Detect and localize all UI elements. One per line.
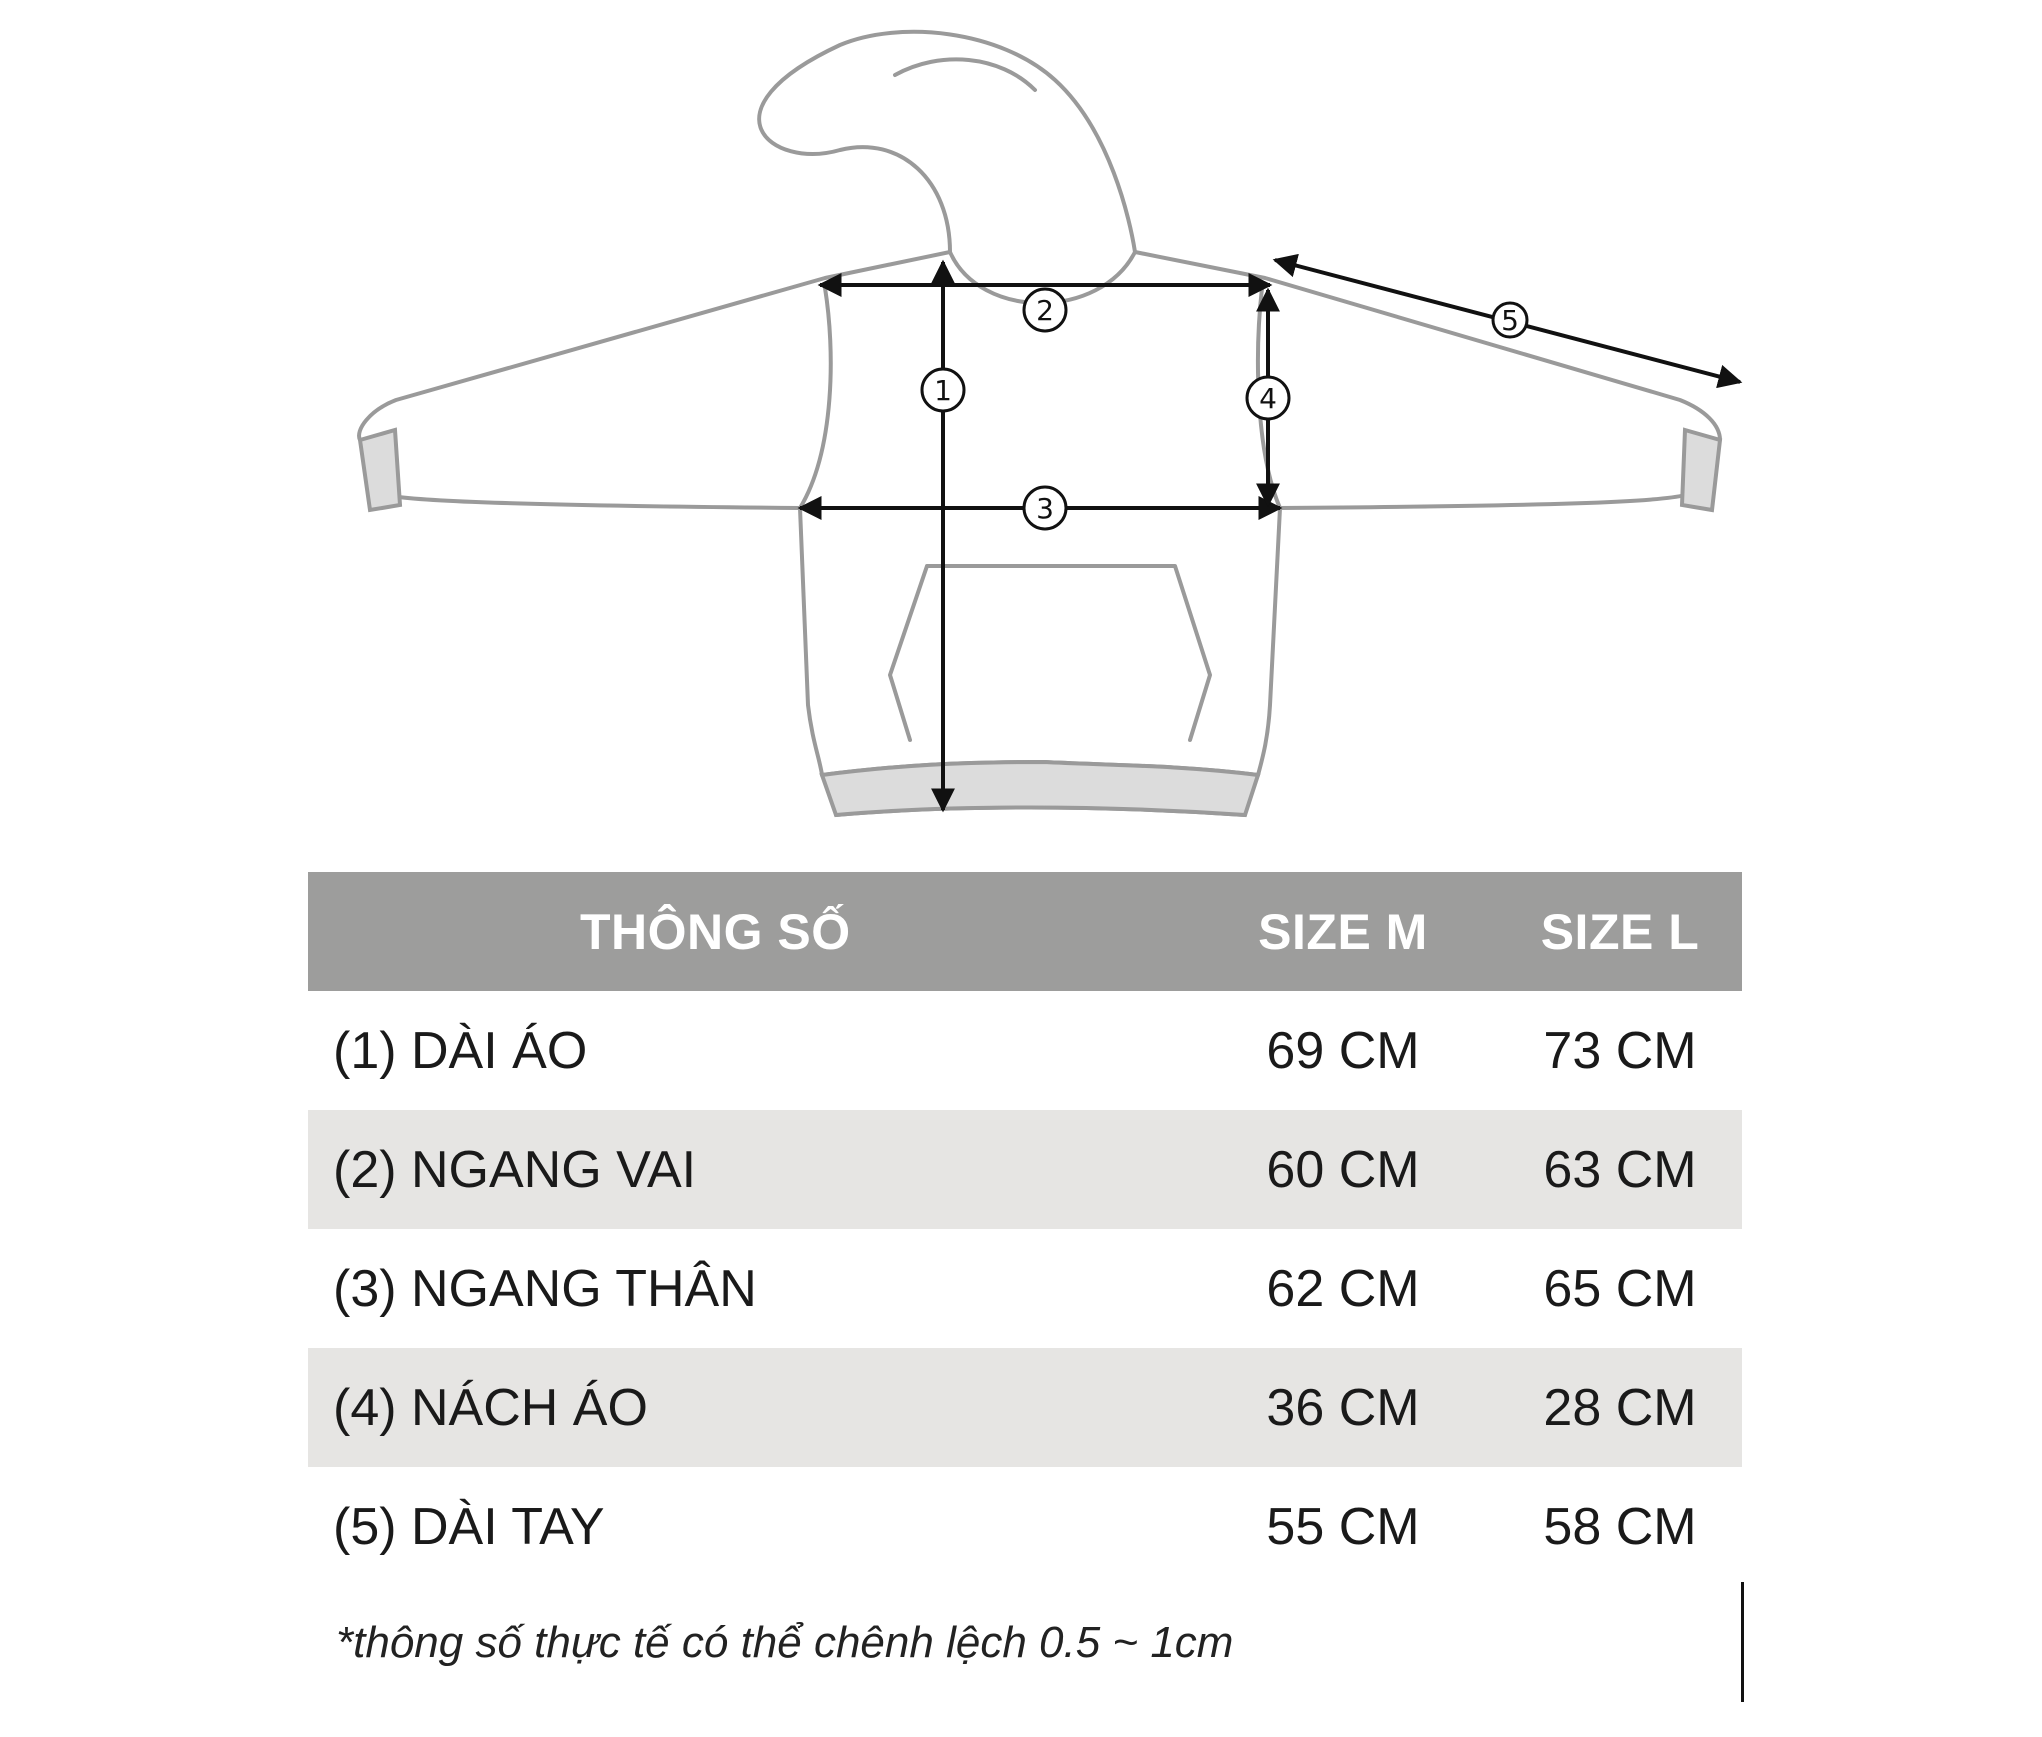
marker-1 bbox=[922, 369, 964, 411]
marker-5 bbox=[1493, 303, 1527, 337]
right-cuff bbox=[1682, 430, 1720, 510]
row-size-l: 63 CM bbox=[1543, 1140, 1697, 1199]
left-armhole bbox=[800, 288, 831, 508]
table-row bbox=[308, 991, 1742, 1110]
row-param: (1) DÀI ÁO bbox=[333, 1021, 588, 1080]
table-row bbox=[308, 1467, 1742, 1586]
left-cuff bbox=[360, 430, 400, 510]
row-size-l: 65 CM bbox=[1543, 1259, 1697, 1318]
row-size-l: 28 CM bbox=[1543, 1378, 1697, 1437]
marker-5-label: 5 bbox=[1501, 304, 1519, 337]
table-row bbox=[308, 1229, 1742, 1348]
marker-4 bbox=[1247, 377, 1289, 419]
row-size-m: 60 CM bbox=[1266, 1140, 1420, 1199]
hood-shape bbox=[759, 32, 1135, 252]
hood-inner-line bbox=[895, 59, 1035, 90]
row-param: (5) DÀI TAY bbox=[333, 1497, 605, 1556]
marker-2 bbox=[1024, 289, 1066, 331]
row-size-l: 58 CM bbox=[1543, 1497, 1697, 1556]
row-param: (4) NÁCH ÁO bbox=[333, 1378, 648, 1437]
left-sleeve-bottom bbox=[385, 495, 800, 508]
row-size-l: 73 CM bbox=[1543, 1021, 1697, 1080]
hoodie-outline bbox=[359, 32, 1720, 815]
kangaroo-pocket bbox=[890, 566, 1210, 740]
header-param: THÔNG SỐ bbox=[580, 903, 851, 960]
marker-3 bbox=[1024, 487, 1066, 529]
right-shoulder-sleeve-top bbox=[1135, 252, 1720, 440]
body-left-side bbox=[800, 508, 822, 775]
waistband-rib bbox=[822, 762, 1258, 815]
hoodie-measurement-diagram bbox=[300, 20, 1800, 840]
table-row bbox=[308, 1348, 1742, 1467]
size-table bbox=[308, 872, 1742, 1586]
row-param: (3) NGANG THÂN bbox=[333, 1259, 757, 1318]
vertical-rule bbox=[1741, 1582, 1744, 1702]
table-header-row bbox=[308, 872, 1742, 991]
row-size-m: 36 CM bbox=[1266, 1378, 1420, 1437]
tolerance-note: *thông số thực tế có thể chênh lệch 0.5 ~ 1cm bbox=[336, 1618, 1234, 1667]
body-right-side bbox=[1258, 508, 1280, 775]
right-sleeve-bottom bbox=[1280, 495, 1685, 508]
header-size-m: SIZE M bbox=[1258, 903, 1428, 960]
row-size-m: 69 CM bbox=[1266, 1021, 1420, 1080]
row-size-m: 55 CM bbox=[1266, 1497, 1420, 1556]
row-size-m: 62 CM bbox=[1266, 1259, 1420, 1318]
left-shoulder-sleeve-top bbox=[359, 252, 950, 440]
marker-2-label: 2 bbox=[1036, 294, 1054, 327]
marker-3-label: 3 bbox=[1036, 492, 1054, 525]
marker-4-label: 4 bbox=[1259, 382, 1277, 415]
measurement-arrows bbox=[800, 260, 1740, 810]
row-param: (2) NGANG VAI bbox=[333, 1140, 697, 1199]
header-size-l: SIZE L bbox=[1540, 903, 1700, 960]
table-row bbox=[308, 1110, 1742, 1229]
marker-1-label: 1 bbox=[934, 374, 952, 407]
